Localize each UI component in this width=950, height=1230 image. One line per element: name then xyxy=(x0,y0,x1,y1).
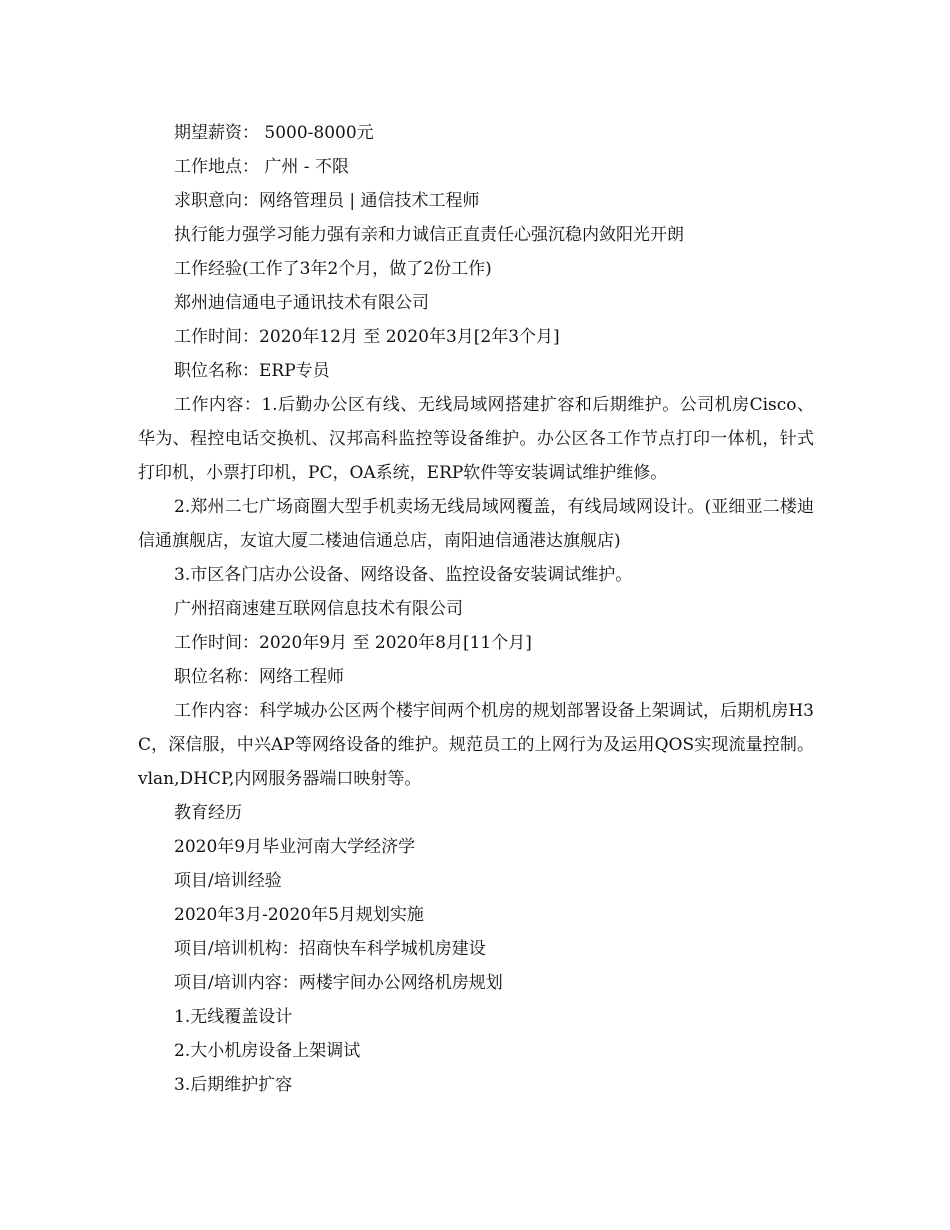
job-content-1-item-2: 2.郑州二七广场商圈大型手机卖场无线局域网覆盖，有线局域网设计。(亚细亚二楼迪信通旗舰店，友谊大厦二楼迪信通总店，南阳迪信通港达旗舰店) xyxy=(138,497,814,551)
company-name-1: 郑州迪信通电子通讯技术有限公司 xyxy=(174,293,429,313)
work-location: 工作地点： 广州 - 不限 xyxy=(174,157,349,177)
resume-content xyxy=(138,116,814,1102)
project-item-2: 2.大小机房设备上架调试 xyxy=(174,1041,361,1061)
project-content: 项目/培训内容：两楼宇间办公网络机房规划 xyxy=(174,973,503,993)
project-organization: 项目/培训机构：招商快车科学城机房建设 xyxy=(174,939,486,959)
work-experience-heading: 工作经验(工作了3年2个月，做了2份工作) xyxy=(174,259,492,279)
education-entry: 2020年9月毕业河南大学经济学 xyxy=(174,837,416,857)
work-period-1: 工作时间：2020年12月 至 2020年3月[2年3个月] xyxy=(174,327,560,347)
project-heading: 项目/培训经验 xyxy=(174,871,282,891)
company-name-2: 广州招商速建互联网信息技术有限公司 xyxy=(174,599,463,619)
project-period: 2020年3月-2020年5月规划实施 xyxy=(174,905,424,925)
expected-salary: 期望薪资： 5000-8000元 xyxy=(174,123,374,143)
job-title-1: 职位名称：ERP专员 xyxy=(174,361,330,381)
self-evaluation: 执行能力强学习能力强有亲和力诚信正直责任心强沉稳内敛阳光开朗 xyxy=(174,225,684,245)
job-title-2: 职位名称：网络工程师 xyxy=(174,667,344,687)
job-content-1: 工作内容：1.后勤办公区有线、无线局域网搭建扩容和后期维护。公司机房Cisco、华为、程控电话交换机、汉邦高科监控等设备维护。办公区各工作节点打印一体机，针式打印机，小票打印机，PC，OA系统，ERP软件等安装调试维护维修。 xyxy=(138,395,814,483)
project-item-1: 1.无线覆盖设计 xyxy=(174,1007,293,1027)
job-intention: 求职意向：网络管理员 | 通信技术工程师 xyxy=(174,191,480,211)
education-heading: 教育经历 xyxy=(174,803,242,823)
work-period-2: 工作时间：2020年9月 至 2020年8月[11个月] xyxy=(174,633,532,653)
project-item-3: 3.后期维护扩容 xyxy=(174,1075,293,1095)
job-content-2: 工作内容：科学城办公区两个楼宇间两个机房的规划部署设备上架调试，后期机房H3C，深信服，中兴AP等网络设备的维护。规范员工的上网行为及运用QOS实现流量控制。vlan,DHCP,内网服务器端口映射等。 xyxy=(138,701,814,789)
job-content-1-item-3: 3.市区各门店办公设备、网络设备、监控设备安装调试维护。 xyxy=(174,565,633,585)
